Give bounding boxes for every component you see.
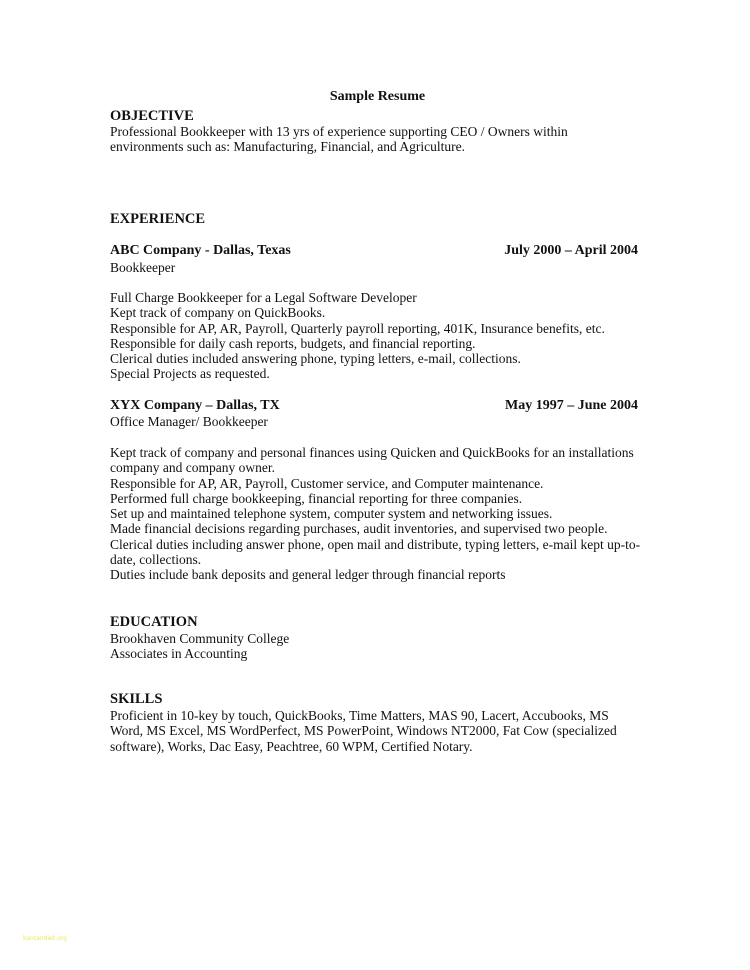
duty-line: Set up and maintained telephone system, computer system and networking issues. — [110, 506, 553, 522]
duty-line: Duties include bank deposits and general ledger through financial reports — [110, 567, 506, 583]
job-role: Bookkeeper — [110, 260, 176, 275]
duty-line: date, collections. — [110, 552, 202, 568]
job-dates: May 1997 – June 2004 — [505, 398, 638, 413]
duty-line: Clerical duties including answer phone, open mail and distribute, typing letters, e-mail kept up-to- — [110, 536, 641, 552]
duty-line: Responsible for AP, AR, Payroll, Quarterly payroll reporting, 401K, Insurance benefits, etc. — [110, 320, 605, 336]
objective-heading: OBJECTIVE — [110, 108, 194, 124]
job-company: ABC Company - Dallas, Texas — [110, 243, 291, 258]
education-heading: EDUCATION — [110, 614, 198, 630]
duty-line: Performed full charge bookkeeping, financial reporting for three companies. — [110, 490, 523, 506]
duty-line: Responsible for AP, AR, Payroll, Customer service, and Computer maintenance. — [110, 475, 544, 491]
watermark: kantandiet.org — [23, 935, 67, 942]
duty-line: Kept track of company and personal finances using Quicken and QuickBooks for an installations — [110, 445, 634, 460]
skills-text — [110, 708, 617, 754]
document-title: Sample Resume — [329, 89, 426, 104]
objective-line: Professional Bookkeeper with 13 yrs of experience supporting CEO / Owners within — [110, 124, 568, 139]
job-header — [110, 398, 638, 414]
experience-heading: EXPERIENCE — [110, 211, 206, 227]
duty-line: company and company owner. — [110, 460, 275, 476]
objective-line: environments such as: Manufacturing, Financial, and Agriculture. — [110, 139, 466, 155]
job-header — [110, 243, 638, 259]
skills-line: Proficient in 10-key by touch, QuickBooks, Time Matters, MAS 90, Lacert, Accubooks, MS — [110, 708, 609, 723]
skills-heading: SKILLS — [110, 691, 163, 707]
duty-line: Clerical duties included answering phone, typing letters, e-mail, collections. — [110, 351, 521, 367]
duty-line: Responsible for daily cash reports, budgets, and financial reporting. — [110, 335, 476, 351]
objective-text — [110, 124, 568, 155]
job-duties — [110, 290, 605, 382]
job-role: Office Manager/ Bookkeeper — [110, 414, 268, 429]
duty-line: Full Charge Bookkeeper for a Legal Software Developer — [110, 290, 417, 305]
education-text — [110, 631, 289, 662]
duty-line: Made financial decisions regarding purchases, audit inventories, and supervised two people. — [110, 521, 608, 537]
duty-line: Kept track of company on QuickBooks. — [110, 305, 326, 321]
skills-line: software), Works, Dac Easy, Peachtree, 60 WPM, Certified Notary. — [110, 738, 473, 754]
job-dates: July 2000 – April 2004 — [504, 243, 638, 258]
skills-line: Word, MS Excel, MS WordPerfect, MS PowerPoint, Windows NT2000, Fat Cow (specialized — [110, 723, 617, 739]
education-line: Associates in Accounting — [110, 646, 248, 662]
duty-line: Special Projects as requested. — [110, 366, 270, 382]
job-company: XYX Company – Dallas, TX — [110, 398, 280, 413]
education-line: Brookhaven Community College — [110, 631, 290, 646]
job-duties — [110, 445, 640, 583]
